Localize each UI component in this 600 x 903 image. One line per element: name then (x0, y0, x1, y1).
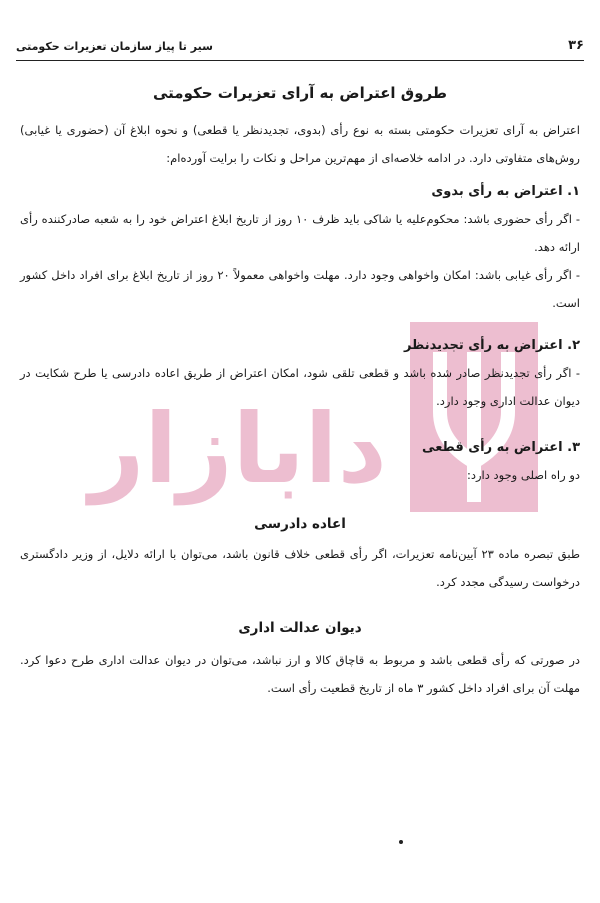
running-header (16, 36, 584, 61)
page-number: ۳۶ (568, 38, 584, 53)
section-heading: ۳. اعتراض به رأی قطعی (422, 440, 580, 455)
intro-block (20, 116, 580, 172)
section-heading: ۱. اعتراض به رأی بدوی (431, 184, 580, 199)
court-paragraph: در صورتی که رأی قطعی باشد و مربوط به قاچاق کالا و ارز نباشد، می‌توان در دیوان عدالت اداری طرح دعوا کرد. مهلت آن برای افراد داخل کشور ۳ ماه از تاریخ قطعیت رأی است. (20, 653, 580, 695)
section-paragraph: دو راه اصلی وجود دارد: (466, 468, 580, 482)
running-title: سیر تا پیاز سازمان تعزیرات حکومتی (16, 40, 213, 53)
section-initial-ruling (20, 184, 580, 317)
retrial-heading: اعاده دادرسی (254, 516, 346, 532)
page-mark (399, 840, 403, 844)
section-appeal-ruling (20, 338, 580, 415)
page-title: طروق اعتراض به آرای تعزیرات حکومتی (153, 84, 447, 102)
watermark-text: دابازار (89, 393, 387, 505)
section-paragraph: - اگر رأی حضوری باشد: محکوم‌علیه یا شاکی باید ظرف ۱۰ روز از تاریخ ابلاغ اعتراض خود را به شعبه صادرکننده رأی ارائه دهد. (20, 212, 580, 254)
section-paragraph: - اگر رأی تجدیدنظر صادر شده باشد و قطعی تلقی شود، امکان اعتراض از طریق اعاده دادرسی یا طرح شکایت در دیوان عدالت اداری وجود دارد. (20, 366, 580, 408)
court-block (20, 646, 580, 702)
retrial-block (20, 540, 580, 596)
court-heading: دیوان عدالت اداری (238, 620, 362, 636)
section-final-ruling (20, 440, 580, 489)
section-heading: ۲. اعتراض به رأی تجدیدنظر (403, 338, 580, 353)
retrial-paragraph: طبق تبصره ماده ۲۳ آیین‌نامه تعزیرات، اگر رأی قطعی خلاف قانون باشد، می‌توان با ارائه دلایل، از وزیر دادگستری درخواست رسیدگی مجدد کرد. (20, 547, 580, 589)
section-paragraph: - اگر رأی غیابی باشد: امکان واخواهی وجود دارد. مهلت واخواهی معمولاً ۲۰ روز از تاریخ ابلاغ برای افراد داخل کشور است. (20, 268, 580, 310)
intro-paragraph: اعتراض به آرای تعزیرات حکومتی بسته به نوع رأی (بدوی، تجدیدنظر یا قطعی) و نحوه ابلاغ آن (حضوری یا غیابی) روش‌های متفاوتی دارد. در ادامه خلاصه‌ای از مهم‌ترین مراحل و نکات را برایت آورده‌ام: (20, 123, 580, 165)
